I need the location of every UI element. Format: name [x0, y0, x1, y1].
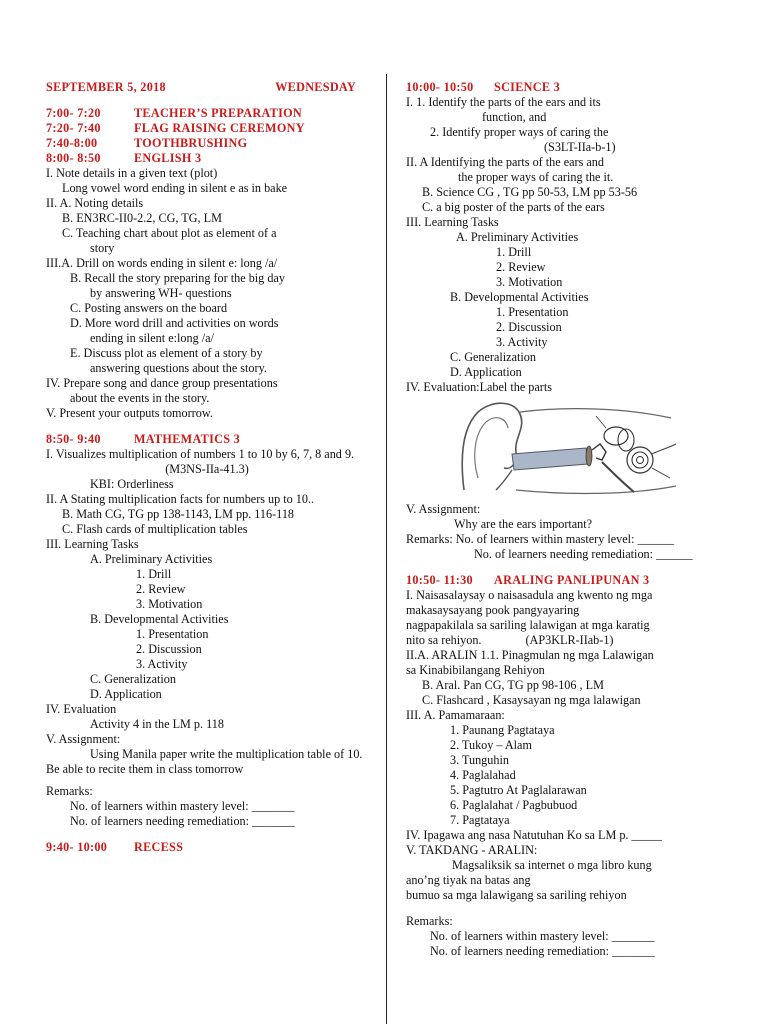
column-divider — [386, 74, 387, 1024]
text-line: II. A Identifying the parts of the ears and — [406, 155, 604, 169]
text-line: A. Preliminary Activities — [456, 230, 579, 244]
text-line: I. Visualizes multiplication of numbers 1 to 10 by 6, 7, 8 and 9. — [46, 447, 355, 461]
text-line: C. Generalization — [450, 350, 536, 364]
text-line: ano’ng tiyak na batas ang — [406, 873, 531, 887]
text-line: Using Manila paper write the multiplication table of 10. Be able to recite them in class tomorrow — [46, 747, 363, 776]
remarks-line: Remarks: No. of learners within mastery level: ______ — [406, 532, 675, 546]
text-line: B. Recall the story preparing for the big day — [70, 271, 285, 285]
text-line: V. Present your outputs tomorrow. — [46, 406, 213, 420]
date-header — [46, 80, 356, 95]
text-line: story — [90, 241, 115, 255]
ear-diagram — [456, 398, 681, 498]
text-line: C. Flashcard , Kasaysayan ng mga lalawigan — [422, 693, 641, 707]
text-line: bumuo sa mga lalawigang sa sariling rehiyon — [406, 888, 627, 902]
text-line: A. Preliminary Activities — [90, 552, 213, 566]
text-line: IV. Evaluation:Label the parts — [406, 380, 552, 394]
text-line: I. Note details in a given text (plot) — [46, 166, 218, 180]
text-line: B. Math CG, TG pp 138-1143, LM pp. 116-118 — [62, 507, 295, 521]
text-line: B. Science CG , TG pp 50-53, LM pp 53-56 — [422, 185, 638, 199]
text-line: function, and — [482, 110, 547, 124]
text-line: B. Aral. Pan CG, TG pp 98-106 , LM — [422, 678, 604, 692]
text-line: makasaysayang pook pangyayaring — [406, 603, 580, 617]
text-line: (S3LT-IIa-b-1) — [544, 140, 616, 154]
remarks-label: Remarks: — [46, 784, 93, 798]
schedule-row: 8:00- 8:50 ENGLISH 3 — [46, 151, 202, 165]
text-line: II. A. Noting details — [46, 196, 144, 210]
text-line: I. 1. Identify the parts of the ears and its — [406, 95, 601, 109]
text-line: 7. Pagtataya — [450, 813, 510, 827]
schedule-row: 7:00- 7:20 TEACHER’S PREPARATION — [46, 106, 303, 120]
text-line: III. A. Pamamaraan: — [406, 708, 505, 722]
text-line: 3. Motivation — [136, 597, 203, 611]
text-line: KBI: Orderliness — [90, 477, 174, 491]
text-line: 1. Presentation — [136, 627, 209, 641]
text-line: 2. Discussion — [136, 642, 202, 656]
text-line: nagpapakilala sa sariling lalawigan at mga karatig — [406, 618, 650, 632]
text-line: 1. Paunang Pagtataya — [450, 723, 555, 737]
science-heading: 10:00- 10:50 SCIENCE 3 — [406, 80, 561, 94]
text-line: 3. Activity — [496, 335, 548, 349]
text-line: the proper ways of caring the it. — [458, 170, 614, 184]
text-line: Why are the ears important? — [454, 517, 593, 531]
text-line: II. A Stating multiplication facts for numbers up to 10.. — [46, 492, 315, 506]
text-line: E. Discuss plot as element of a story by — [70, 346, 263, 360]
text-line: 1. Presentation — [496, 305, 569, 319]
text-line: ending in silent e:long /a/ — [90, 331, 214, 345]
text-line: B. Developmental Activities — [450, 290, 589, 304]
schedule-row: 7:40-8:00 TOOTHBRUSHING — [46, 136, 248, 150]
text-line: about the events in the story. — [70, 391, 210, 405]
text-line: B. EN3RC-II0-2.2, CG, TG, LM — [62, 211, 222, 225]
text-line: C. Generalization — [90, 672, 176, 686]
text-line: V. Assignment: — [46, 732, 121, 746]
text-line: 2. Review — [496, 260, 546, 274]
text-line: nito sa rehiyon. (AP3KLR-IIab-1) — [406, 633, 614, 647]
text-line: sa Kinabibilangang Rehiyon — [406, 663, 545, 677]
math-section — [46, 447, 368, 829]
text-line: I. Naisasalaysay o naisasadula ang kwento ng mga — [406, 588, 653, 602]
text-line: 4. Paglalahad — [450, 768, 516, 782]
text-line: C. Teaching chart about plot as element of a — [62, 226, 277, 240]
math-heading: 8:50- 9:40 MATHEMATICS 3 — [46, 432, 241, 446]
recess-heading: 9:40- 10:00 RECESS — [46, 840, 184, 854]
weekday: WEDNESDAY — [275, 80, 356, 94]
text-line: 2. Identify proper ways of caring the — [430, 125, 609, 139]
text-line: C. Flash cards of multiplication tables — [62, 522, 248, 536]
text-line: 2. Review — [136, 582, 186, 596]
left-column — [46, 80, 368, 855]
ap-heading: 10:50- 11:30 ARALING PANLIPUNAN 3 — [406, 573, 650, 587]
text-line: IV. Ipagawa ang nasa Natutuhan Ko sa LM p. _____ — [406, 828, 662, 842]
remarks-label: Remarks: — [406, 914, 453, 928]
remarks-line: No. of learners within mastery level: _______ — [70, 799, 295, 813]
remarks-line: No. of learners needing remediation: _______ — [430, 944, 655, 958]
text-line: IV. Evaluation — [46, 702, 117, 716]
text-line: answering questions about the story. — [90, 361, 267, 375]
text-line: IV. Prepare song and dance group presentations — [46, 376, 278, 390]
text-line: C. Posting answers on the board — [70, 301, 228, 315]
text-line: 3. Tunguhin — [450, 753, 509, 767]
text-line: III. Learning Tasks — [46, 537, 139, 551]
text-line: D. Application — [90, 687, 162, 701]
text-line: 2. Discussion — [496, 320, 562, 334]
text-line: Long vowel word ending in silent e as in bake — [62, 181, 288, 195]
text-line: C. a big poster of the parts of the ears — [422, 200, 605, 214]
text-line: 1. Drill — [496, 245, 532, 259]
date: SEPTEMBER 5, 2018 — [46, 80, 166, 94]
remarks-line: No. of learners needing remediation: _______ — [70, 814, 295, 828]
text-line: D. More word drill and activities on words — [70, 316, 279, 330]
text-line: B. Developmental Activities — [90, 612, 229, 626]
text-line: Activity 4 in the LM p. 118 — [90, 717, 224, 731]
science-section — [406, 95, 728, 562]
remarks-line: No. of learners needing remediation: ______ — [474, 547, 693, 561]
schedule-row: 7:20- 7:40 FLAG RAISING CEREMONY — [46, 121, 305, 135]
ap-section — [406, 588, 728, 959]
text-line: 2. Tukoy – Alam — [450, 738, 532, 752]
text-line: 3. Activity — [136, 657, 188, 671]
text-line: III.A. Drill on words ending in silent e: long /a/ — [46, 256, 278, 270]
english-section — [46, 166, 368, 421]
text-line: V. TAKDANG - ARALIN: — [406, 843, 538, 857]
right-column — [406, 80, 728, 959]
text-line: (M3NS-IIa-41.3) — [165, 462, 249, 476]
text-line: D. Application — [450, 365, 522, 379]
text-line: 6. Paglalahat / Pagbubuod — [450, 798, 578, 812]
remarks-line: No. of learners within mastery level: _______ — [430, 929, 655, 943]
text-line: 5. Pagtutro At Paglalarawan — [450, 783, 587, 797]
text-line: V. Assignment: — [406, 502, 481, 516]
text-line: by answering WH- questions — [90, 286, 232, 300]
text-line: 1. Drill — [136, 567, 172, 581]
text-line: 3. Motivation — [496, 275, 563, 289]
text-line: II.A. ARALIN 1.1. Pinagmulan ng mga Lalawigan — [406, 648, 654, 662]
text-line: III. Learning Tasks — [406, 215, 499, 229]
text-line: Magsaliksik sa internet o mga libro kung — [452, 858, 652, 872]
